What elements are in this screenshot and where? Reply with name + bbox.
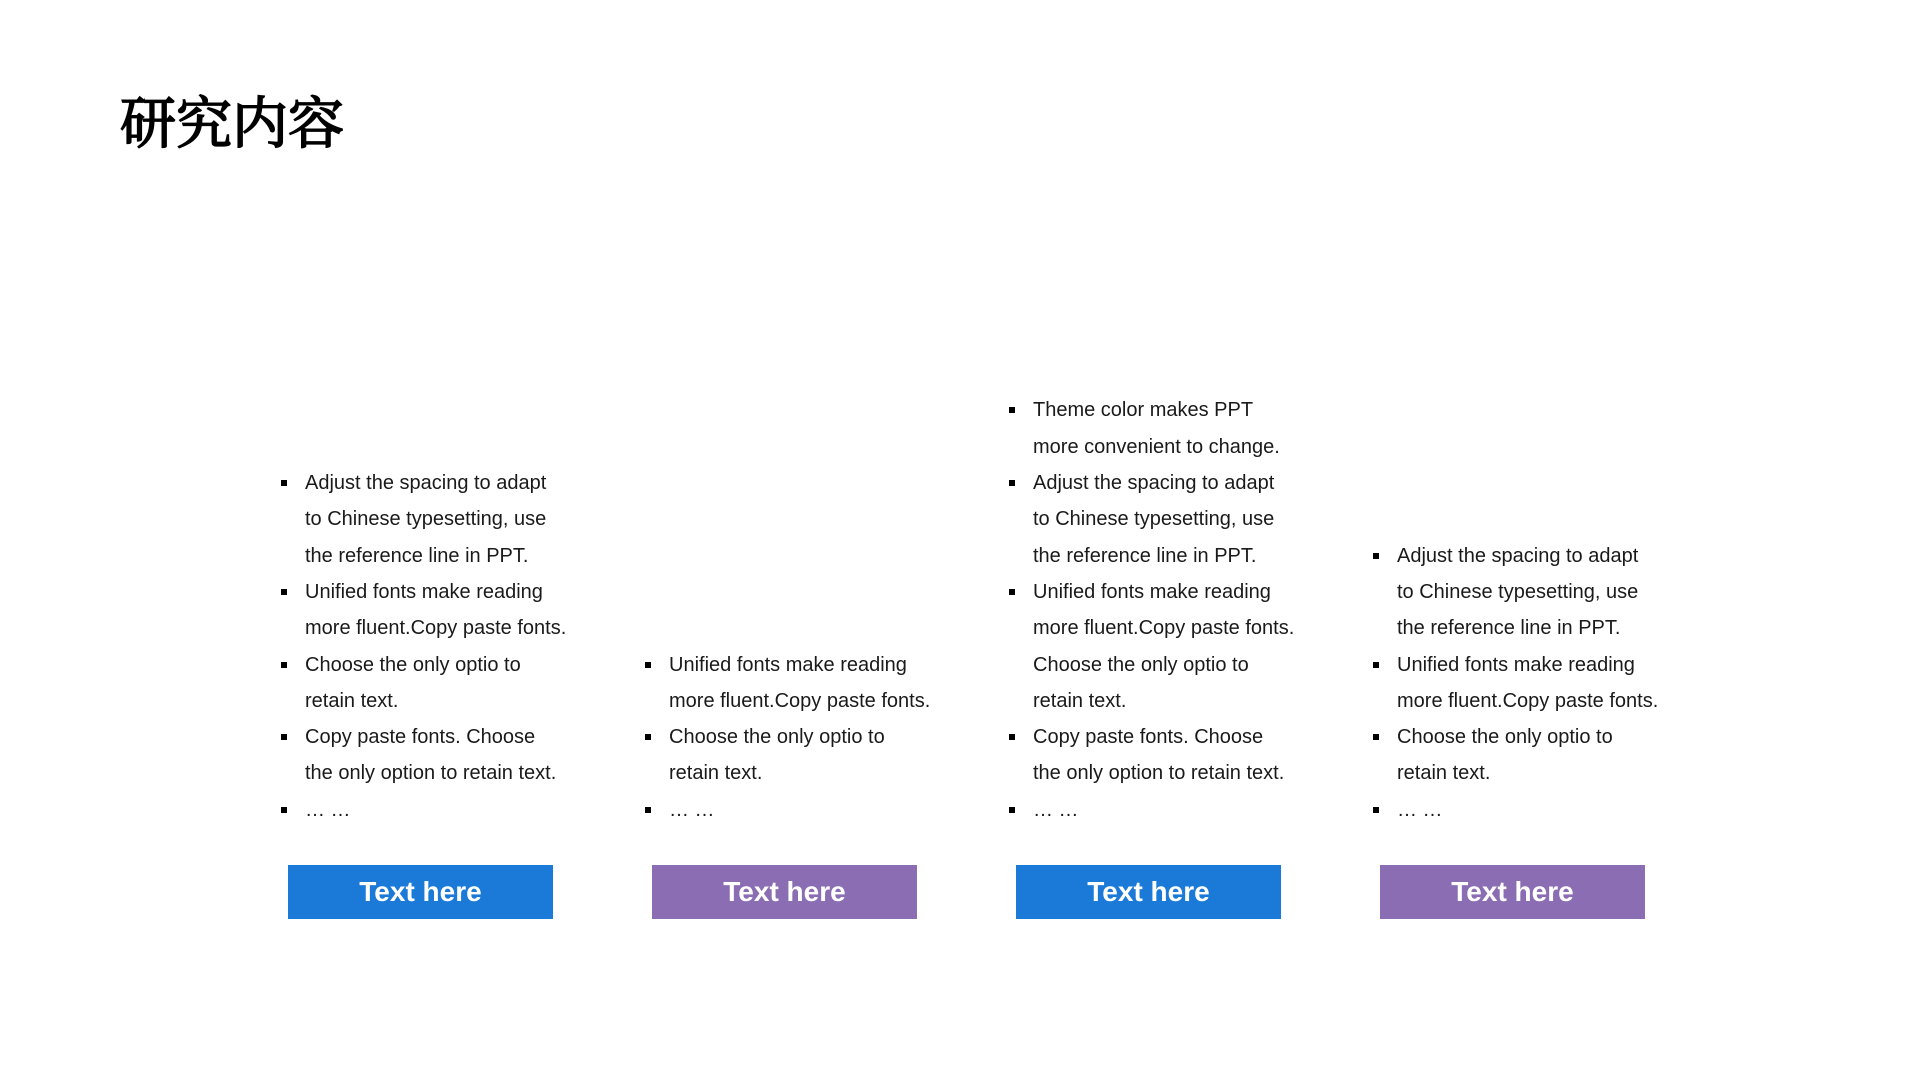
bullet-list xyxy=(1367,538,1697,828)
bullet-list xyxy=(275,465,605,828)
page-title: 研究内容 xyxy=(120,92,344,157)
label-bar xyxy=(652,865,917,919)
label-text: Text here xyxy=(723,876,846,907)
list-item: Unified fonts make reading more fluent.Copy paste fonts. xyxy=(275,574,605,647)
column-1 xyxy=(275,0,605,1080)
list-item: Choose the only optio to retain text. xyxy=(1367,719,1697,792)
label-text: Text here xyxy=(1087,876,1210,907)
list-item: Copy paste fonts. Choose the only option to retain text. xyxy=(275,719,605,792)
list-item: Unified fonts make reading more fluent.Copy paste fonts. xyxy=(639,647,969,720)
list-item: Adjust the spacing to adapt to Chinese typesetting, use the reference line in PPT. xyxy=(1367,538,1697,647)
bullet-list xyxy=(639,647,969,828)
label-bar xyxy=(288,865,553,919)
list-item: Theme color makes PPT more convenient to change. xyxy=(1003,392,1333,465)
label-bar xyxy=(1380,865,1645,919)
column-4 xyxy=(1367,0,1697,1080)
list-item: Unified fonts make reading more fluent.Copy paste fonts. xyxy=(1367,647,1697,720)
list-item: … … xyxy=(639,792,969,828)
list-item: … … xyxy=(275,792,605,828)
list-item: Choose the only optio to retain text. xyxy=(275,647,605,720)
list-item: Unified fonts make reading more fluent.Copy paste fonts. Choose the only optio to retain text. xyxy=(1003,574,1333,719)
list-item: Choose the only optio to retain text. xyxy=(639,719,969,792)
label-text: Text here xyxy=(1451,876,1574,907)
bullet-list xyxy=(1003,392,1333,828)
column-3 xyxy=(1003,0,1333,1080)
label-bar xyxy=(1016,865,1281,919)
column-2 xyxy=(639,0,969,1080)
list-item: Copy paste fonts. Choose the only option to retain text. xyxy=(1003,719,1333,792)
list-item: … … xyxy=(1367,792,1697,828)
list-item: Adjust the spacing to adapt to Chinese typesetting, use the reference line in PPT. xyxy=(1003,465,1333,574)
label-text: Text here xyxy=(359,876,482,907)
list-item: Adjust the spacing to adapt to Chinese typesetting, use the reference line in PPT. xyxy=(275,465,605,574)
list-item: … … xyxy=(1003,792,1333,828)
